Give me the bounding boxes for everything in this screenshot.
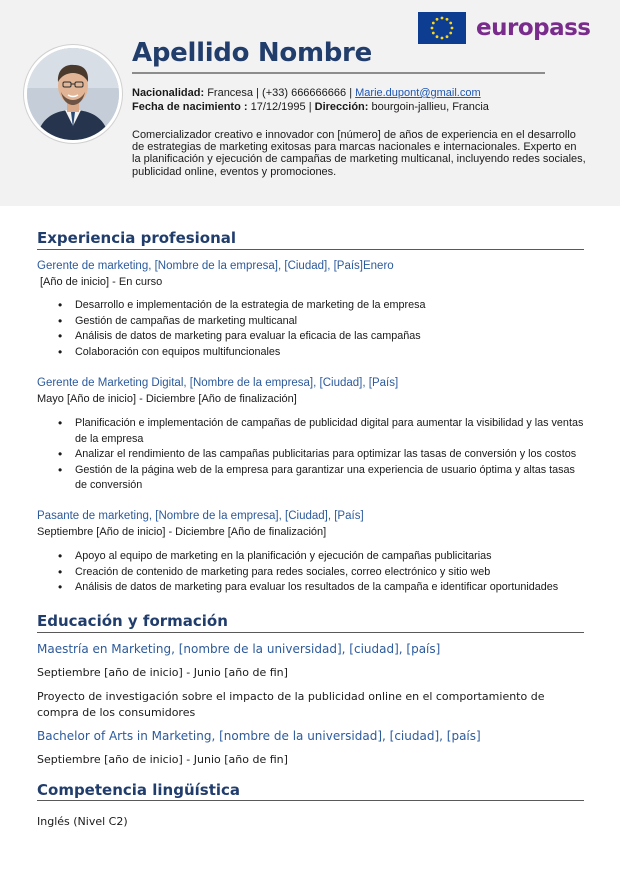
job-title: Gerente de marketing, [Nombre de la empresa], [Ciudad], [País]Enero <box>37 260 394 272</box>
avatar <box>24 45 122 143</box>
job-bullets <box>58 549 588 596</box>
birth-label: Fecha de nacimiento : <box>132 101 248 113</box>
separator: | <box>308 101 312 113</box>
section-title-languages: Competencia lingüística <box>37 781 241 799</box>
address-value: bourgoin-jallieu, Francia <box>371 101 489 113</box>
section-divider <box>37 632 584 633</box>
job-date: Mayo [Año de inicio] - Diciembre [Año de finalización] <box>37 393 297 405</box>
personal-info-line-2 <box>132 101 489 113</box>
list-item: • Creación de contenido de marketing para redes sociales, correo electrónico y sitio web <box>58 565 588 581</box>
job-date: Septiembre [Año de inicio] - Diciembre [Año de finalización] <box>37 526 327 538</box>
name-divider <box>132 72 545 74</box>
education-title: Bachelor of Arts in Marketing, [nombre de la universidad], [ciudad], [país] <box>37 729 481 743</box>
list-item: • Análisis de datos de marketing para evaluar los resultados de la campaña e identificar oportunidades <box>58 580 588 596</box>
phone-value: (+33) 666666666 <box>262 87 347 99</box>
separator: | <box>349 87 353 99</box>
education-date: Septiembre [año de inicio] - Junio [año de fin] <box>37 666 288 679</box>
nationality-label: Nacionalidad: <box>132 87 205 99</box>
job-title: Gerente de Marketing Digital, [Nombre de la empresa], [Ciudad], [País] <box>37 377 399 389</box>
email-link[interactable]: Marie.dupont@gmail.com <box>355 87 481 99</box>
europass-logo <box>418 12 590 44</box>
separator: | <box>256 87 259 99</box>
job-bullets <box>58 416 588 494</box>
list-item: • Gestión de campañas de marketing multicanal <box>58 314 588 330</box>
profile-summary: Comercializador creativo e innovador con [número] de años de experiencia en el desarrollo de estrategias de marketing exitosas para marcas nacionales e internacionales. Experto en la planificación y ejecución de campañas de marketing multicanal, incluyendo redes sociales, publicidad online, eventos y promociones. <box>132 129 586 178</box>
cv-name: Apellido Nombre <box>132 38 372 68</box>
section-title-education: Educación y formación <box>37 612 228 630</box>
list-item: • Desarrollo e implementación de la estrategia de marketing de la empresa <box>58 298 588 314</box>
section-title-experience: Experiencia profesional <box>37 229 237 247</box>
address-label: Dirección: <box>314 101 369 113</box>
list-item: • Analizar el rendimiento de las campañas publicitarias para optimizar las tasas de conversión y los costos <box>58 447 588 463</box>
job-title: Pasante de marketing, [Nombre de la empresa], [Ciudad], [País] <box>37 510 364 522</box>
list-item: • Gestión de la página web de la empresa para garantizar una experiencia de usuario óptima y altas tasas de conversión <box>58 463 588 494</box>
section-divider <box>37 800 584 801</box>
education-date: Septiembre [año de inicio] - Junio [año de fin] <box>37 753 288 766</box>
personal-info-line-1 <box>132 87 481 99</box>
list-item: • Apoyo al equipo de marketing en la planificación y ejecución de campañas publicitarias <box>58 549 588 565</box>
section-divider <box>37 249 584 250</box>
list-item: • Planificación e implementación de campañas de publicidad digital para aumentar la visibilidad y las ventas de la empresa <box>58 416 588 447</box>
education-description: Proyecto de investigación sobre el impacto de la publicidad online en el comportamiento de compra de los consumidores <box>37 690 545 719</box>
nationality-value: Francesa <box>207 87 254 99</box>
list-item: • Colaboración con equipos multifuncionales <box>58 345 588 361</box>
eu-flag-icon <box>418 12 466 44</box>
logo-text: europass <box>476 15 591 41</box>
job-bullets <box>58 298 588 360</box>
job-date: [Año de inicio] - En curso <box>40 276 163 288</box>
education-title: Maestría en Marketing, [nombre de la universidad], [ciudad], [país] <box>37 642 441 656</box>
birth-value: 17/12/1995 <box>250 101 306 113</box>
list-item: • Análisis de datos de marketing para evaluar la eficacia de las campañas <box>58 329 588 345</box>
language-item: Inglés (Nivel C2) <box>37 815 128 828</box>
